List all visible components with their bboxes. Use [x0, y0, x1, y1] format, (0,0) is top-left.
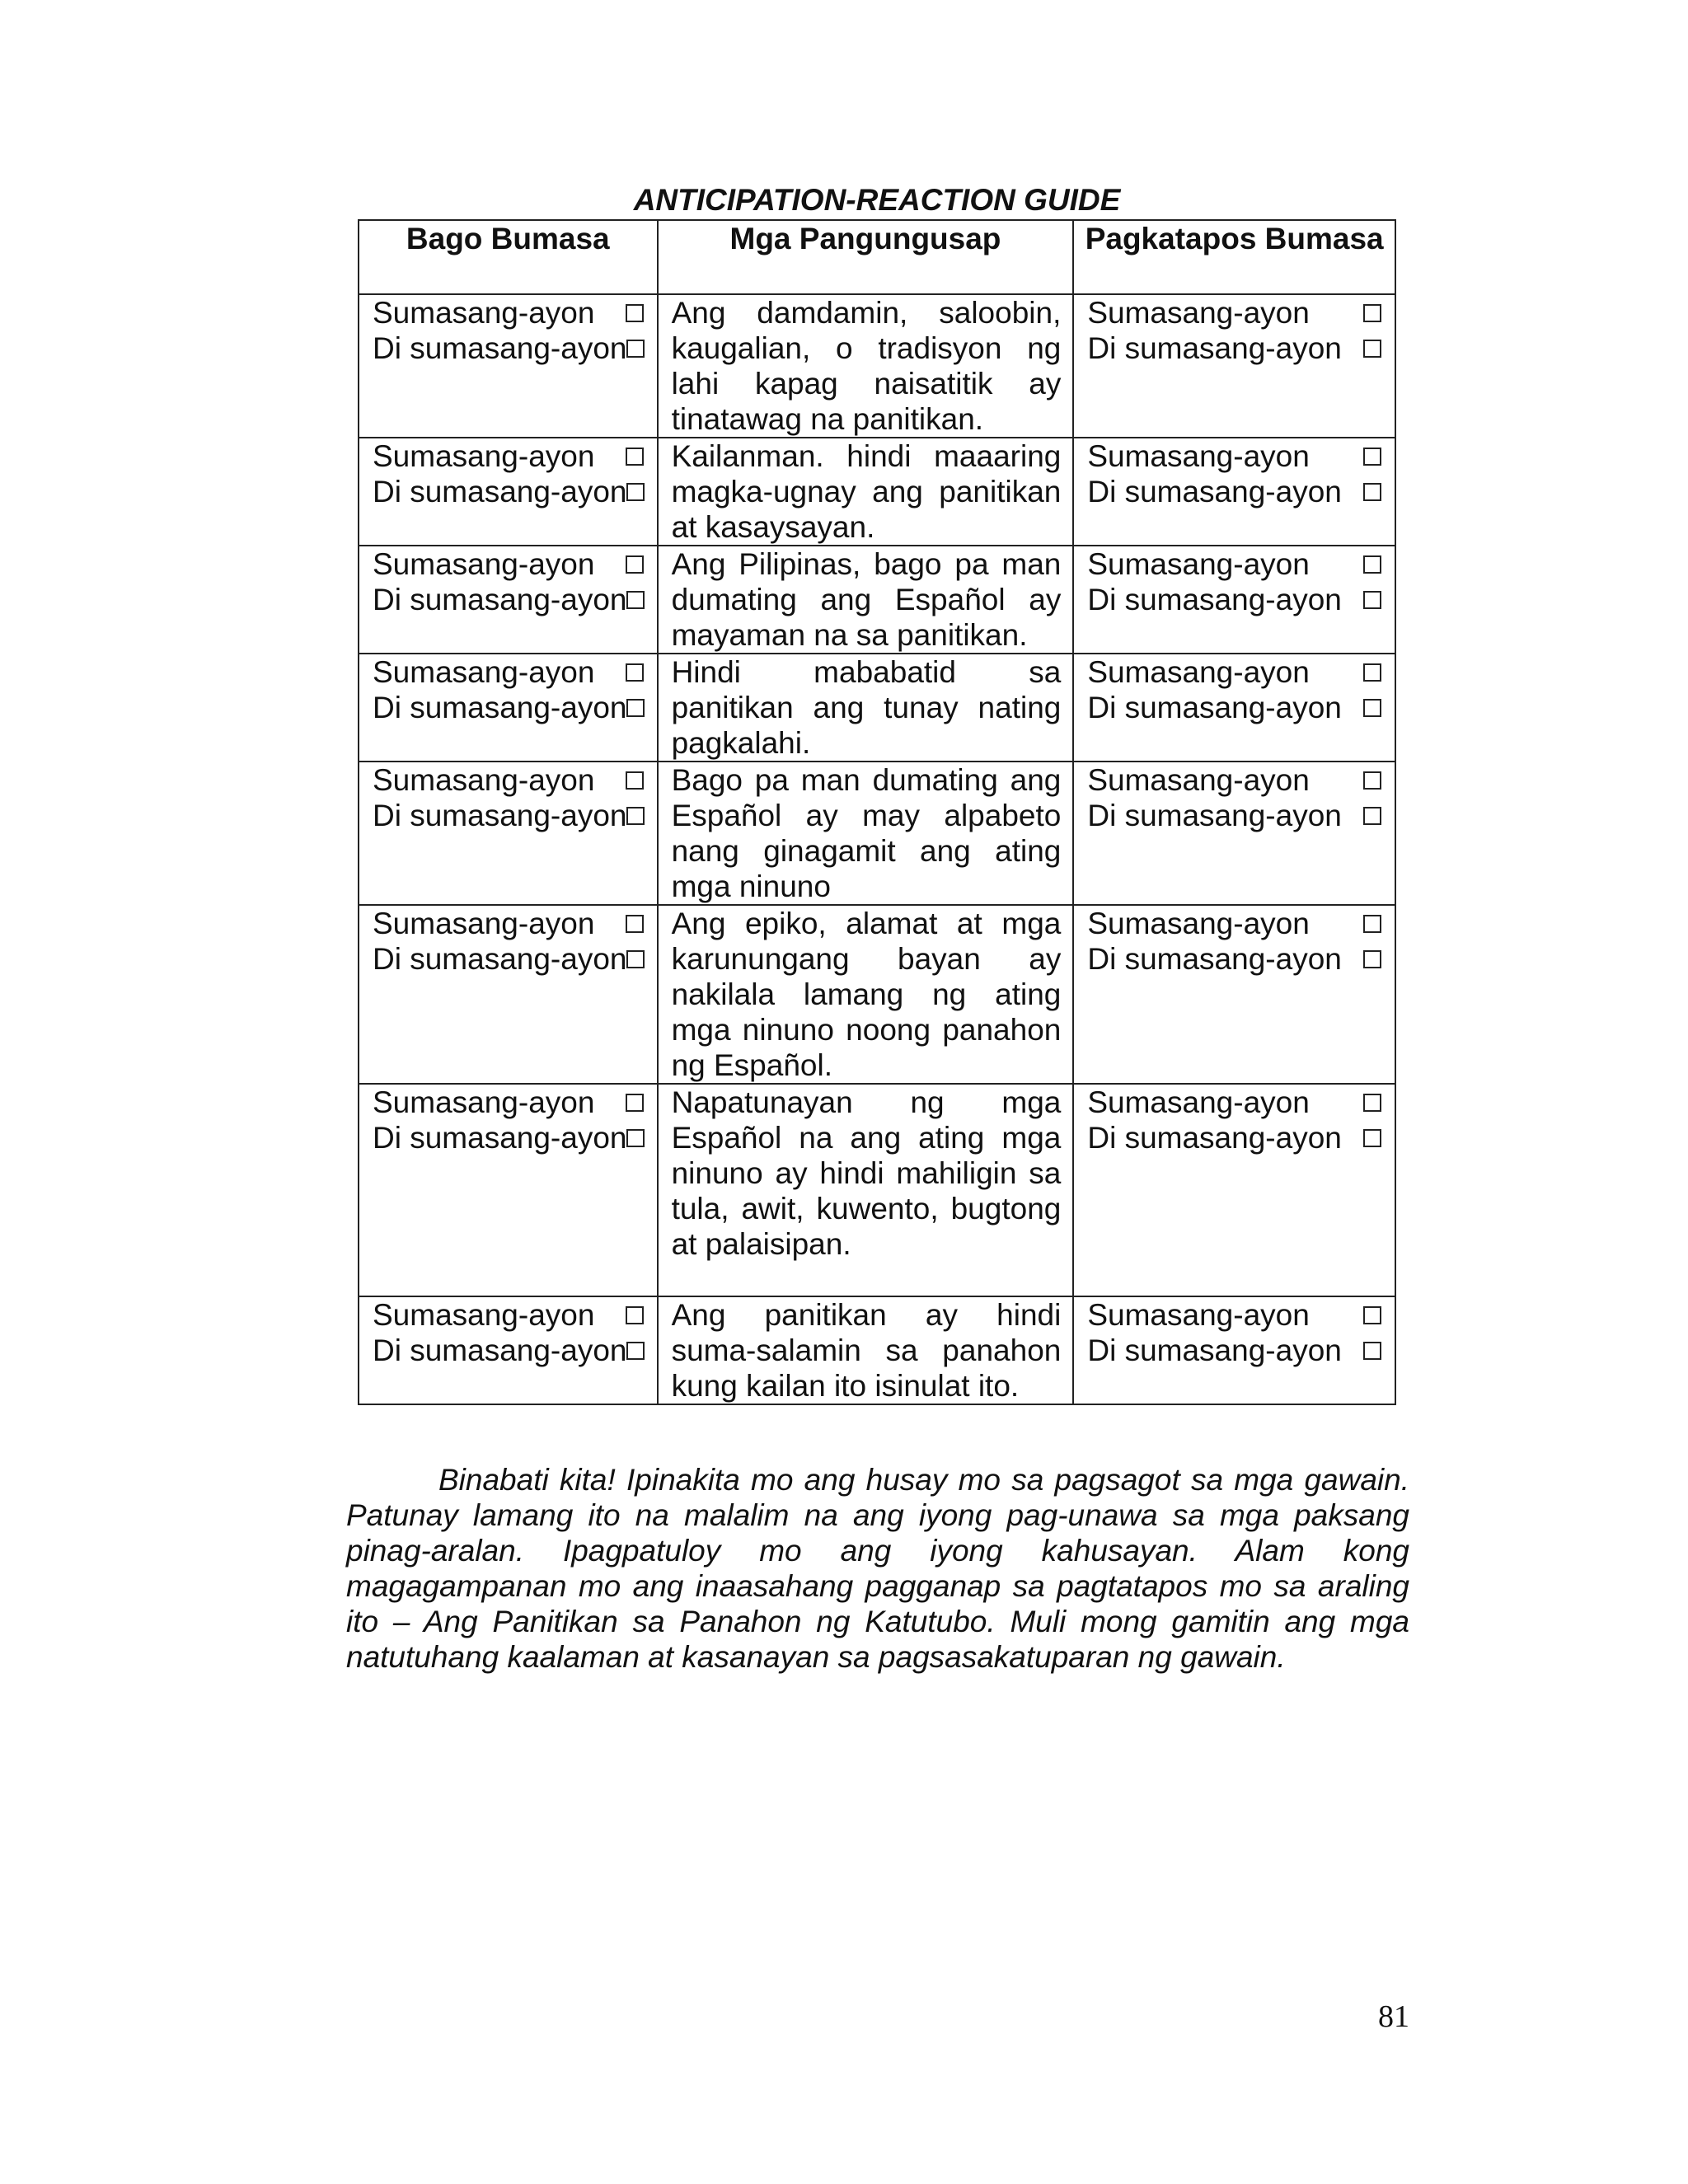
before-disagree-option: [373, 474, 645, 509]
after-agree-checkbox[interactable]: [1363, 663, 1381, 682]
before-agree-checkbox[interactable]: [626, 771, 644, 790]
disagree-label: Di sumasang-ayon: [373, 331, 627, 365]
after-disagree-option: [1087, 582, 1383, 617]
table-row: [359, 1296, 1395, 1404]
before-choices-cell: [359, 294, 658, 438]
after-choices-cell: [1073, 1296, 1395, 1404]
before-disagree-checkbox[interactable]: [626, 591, 645, 609]
after-disagree-option: [1087, 330, 1383, 366]
before-agree-checkbox[interactable]: [626, 1306, 644, 1324]
before-choices-cell: [359, 1296, 658, 1404]
statement-cell: Hindi mababatid sa panitikan ang tunay nating pagkalahi.: [658, 654, 1074, 762]
agree-label: Sumasang-ayon: [373, 1085, 595, 1119]
header-before-reading: Bago Bumasa: [359, 220, 658, 294]
after-disagree-option: [1087, 1333, 1383, 1368]
after-agree-checkbox[interactable]: [1363, 448, 1381, 466]
table-row: [359, 654, 1395, 762]
disagree-label: Di sumasang-ayon: [373, 583, 627, 616]
before-disagree-checkbox[interactable]: [626, 1342, 645, 1360]
disagree-label: Di sumasang-ayon: [373, 942, 627, 976]
guide-title: ANTICIPATION-REACTION GUIDE: [633, 183, 1121, 217]
after-agree-checkbox[interactable]: [1363, 304, 1381, 322]
before-choices-cell: [359, 654, 658, 762]
before-disagree-option: [373, 330, 645, 366]
table-row: [359, 294, 1395, 438]
after-agree-checkbox[interactable]: [1363, 771, 1381, 790]
after-disagree-option: [1087, 1120, 1383, 1155]
before-agree-option: [373, 438, 645, 474]
statement-cell: Bago pa man dumating ang Español ay may alpabeto nang ginagamit ang ating mga ninuno: [658, 762, 1074, 905]
after-agree-option: [1087, 1297, 1383, 1333]
after-disagree-checkbox[interactable]: [1363, 591, 1381, 609]
after-disagree-option: [1087, 941, 1383, 977]
before-agree-checkbox[interactable]: [626, 555, 644, 574]
after-disagree-checkbox[interactable]: [1363, 807, 1381, 825]
before-agree-option: [373, 295, 645, 330]
before-disagree-checkbox[interactable]: [626, 483, 645, 501]
table-row: [359, 546, 1395, 654]
after-disagree-checkbox[interactable]: [1363, 1129, 1381, 1147]
before-agree-checkbox[interactable]: [626, 915, 644, 933]
before-agree-option: [373, 906, 645, 941]
disagree-label: Di sumasang-ayon: [1087, 583, 1342, 616]
agree-label: Sumasang-ayon: [373, 763, 595, 797]
after-agree-option: [1087, 906, 1383, 941]
disagree-label: Di sumasang-ayon: [1087, 799, 1342, 832]
before-agree-option: [373, 1085, 645, 1120]
before-agree-option: [373, 546, 645, 582]
table-row: [359, 438, 1395, 546]
after-agree-checkbox[interactable]: [1363, 555, 1381, 574]
after-agree-option: [1087, 295, 1383, 330]
before-agree-checkbox[interactable]: [626, 663, 644, 682]
statement-cell: Ang Pilipinas, bago pa man dumating ang Español ay mayaman na sa panitikan.: [658, 546, 1074, 654]
statement-cell: Ang panitikan ay hindi suma-salamin sa panahon kung kailan ito isinulat ito.: [658, 1296, 1074, 1404]
after-disagree-checkbox[interactable]: [1363, 1342, 1381, 1360]
table-row: [359, 905, 1395, 1084]
before-disagree-option: [373, 690, 645, 725]
before-choices-cell: [359, 546, 658, 654]
header-after-reading: Pagkatapos Bumasa: [1073, 220, 1395, 294]
anticipation-reaction-table: [358, 219, 1396, 1405]
before-choices-cell: [359, 905, 658, 1084]
after-disagree-checkbox[interactable]: [1363, 699, 1381, 717]
after-agree-option: [1087, 762, 1383, 798]
after-agree-checkbox[interactable]: [1363, 915, 1381, 933]
after-choices-cell: [1073, 1084, 1395, 1296]
before-disagree-checkbox[interactable]: [626, 340, 645, 358]
closing-paragraph: Binabati kita! Ipinakita mo ang husay mo sa pagsagot sa mga gawain. Patunay lamang ito na malalim na ang iyong pag-unawa sa mga paksang pinag-aralan. Ipagpatuloy mo ang iyong kahusayan. Alam kong magagampanan mo ang inaasahang pagganap sa pagtatapos mo sa araling ito – Ang Panitikan sa Panahon ng Katutubo. Muli mong gamitin ang mga natutuhang kaalaman at kasanayan sa pagsasakatuparan ng gawain.: [346, 1463, 1409, 1674]
disagree-label: Di sumasang-ayon: [373, 691, 627, 724]
after-agree-checkbox[interactable]: [1363, 1094, 1381, 1112]
before-agree-option: [373, 762, 645, 798]
disagree-label: Di sumasang-ayon: [1087, 691, 1342, 724]
after-agree-checkbox[interactable]: [1363, 1306, 1381, 1324]
after-disagree-option: [1087, 798, 1383, 833]
agree-label: Sumasang-ayon: [1087, 547, 1310, 581]
after-choices-cell: [1073, 546, 1395, 654]
after-choices-cell: [1073, 905, 1395, 1084]
before-agree-checkbox[interactable]: [626, 304, 644, 322]
after-agree-option: [1087, 438, 1383, 474]
agree-label: Sumasang-ayon: [373, 655, 595, 689]
after-choices-cell: [1073, 654, 1395, 762]
disagree-label: Di sumasang-ayon: [1087, 1333, 1342, 1367]
disagree-label: Di sumasang-ayon: [373, 1333, 627, 1367]
before-disagree-checkbox[interactable]: [626, 699, 645, 717]
before-disagree-option: [373, 798, 645, 833]
before-disagree-option: [373, 941, 645, 977]
before-disagree-option: [373, 1333, 645, 1368]
before-choices-cell: [359, 438, 658, 546]
after-agree-option: [1087, 546, 1383, 582]
before-agree-option: [373, 1297, 645, 1333]
after-disagree-checkbox[interactable]: [1363, 340, 1381, 358]
table-header-row: [359, 220, 1395, 294]
after-choices-cell: [1073, 438, 1395, 546]
agree-label: Sumasang-ayon: [373, 439, 595, 473]
agree-label: Sumasang-ayon: [1087, 296, 1310, 330]
statement-cell: Napatunayan ng mga Español na ang ating mga ninuno ay hindi mahiligin sa tula, awit, kuwento, bugtong at palaisipan.: [658, 1084, 1074, 1296]
disagree-label: Di sumasang-ayon: [1087, 942, 1342, 976]
disagree-label: Di sumasang-ayon: [1087, 1121, 1342, 1155]
disagree-label: Di sumasang-ayon: [373, 475, 627, 509]
agree-label: Sumasang-ayon: [1087, 1298, 1310, 1332]
agree-label: Sumasang-ayon: [1087, 907, 1310, 940]
agree-label: Sumasang-ayon: [373, 1298, 595, 1332]
before-agree-checkbox[interactable]: [626, 1094, 644, 1112]
agree-label: Sumasang-ayon: [1087, 1085, 1310, 1119]
before-disagree-option: [373, 582, 645, 617]
after-choices-cell: [1073, 294, 1395, 438]
before-agree-option: [373, 654, 645, 690]
after-disagree-checkbox[interactable]: [1363, 483, 1381, 501]
before-disagree-option: [373, 1120, 645, 1155]
statement-cell: Ang epiko, alamat at mga karunungang bayan ay nakilala lamang ng ating mga ninuno noong panahon ng Español.: [658, 905, 1074, 1084]
page-number: 81: [1378, 1999, 1409, 2034]
before-agree-checkbox[interactable]: [626, 448, 644, 466]
header-statements: Mga Pangungusap: [658, 220, 1074, 294]
after-agree-option: [1087, 1085, 1383, 1120]
agree-label: Sumasang-ayon: [373, 547, 595, 581]
after-disagree-checkbox[interactable]: [1363, 950, 1381, 968]
table-row: [359, 762, 1395, 905]
agree-label: Sumasang-ayon: [1087, 655, 1310, 689]
agree-label: Sumasang-ayon: [1087, 763, 1310, 797]
before-choices-cell: [359, 1084, 658, 1296]
after-choices-cell: [1073, 762, 1395, 905]
after-disagree-option: [1087, 690, 1383, 725]
before-choices-cell: [359, 762, 658, 905]
statement-cell: Kailanman. hindi maaaring magka-ugnay ang panitikan at kasaysayan.: [658, 438, 1074, 546]
before-disagree-checkbox[interactable]: [626, 807, 645, 825]
after-agree-option: [1087, 654, 1383, 690]
disagree-label: Di sumasang-ayon: [1087, 331, 1342, 365]
table-body: [359, 294, 1395, 1404]
agree-label: Sumasang-ayon: [373, 296, 595, 330]
disagree-label: Di sumasang-ayon: [1087, 475, 1342, 509]
before-disagree-checkbox[interactable]: [626, 950, 645, 968]
statement-cell: Ang damdamin, saloobin, kaugalian, o tradisyon ng lahi kapag naisatitik ay tinatawag na panitikan.: [658, 294, 1074, 438]
table-row: [359, 1084, 1395, 1296]
after-disagree-option: [1087, 474, 1383, 509]
agree-label: Sumasang-ayon: [1087, 439, 1310, 473]
before-disagree-checkbox[interactable]: [626, 1129, 645, 1147]
agree-label: Sumasang-ayon: [373, 907, 595, 940]
disagree-label: Di sumasang-ayon: [373, 799, 627, 832]
disagree-label: Di sumasang-ayon: [373, 1121, 627, 1155]
